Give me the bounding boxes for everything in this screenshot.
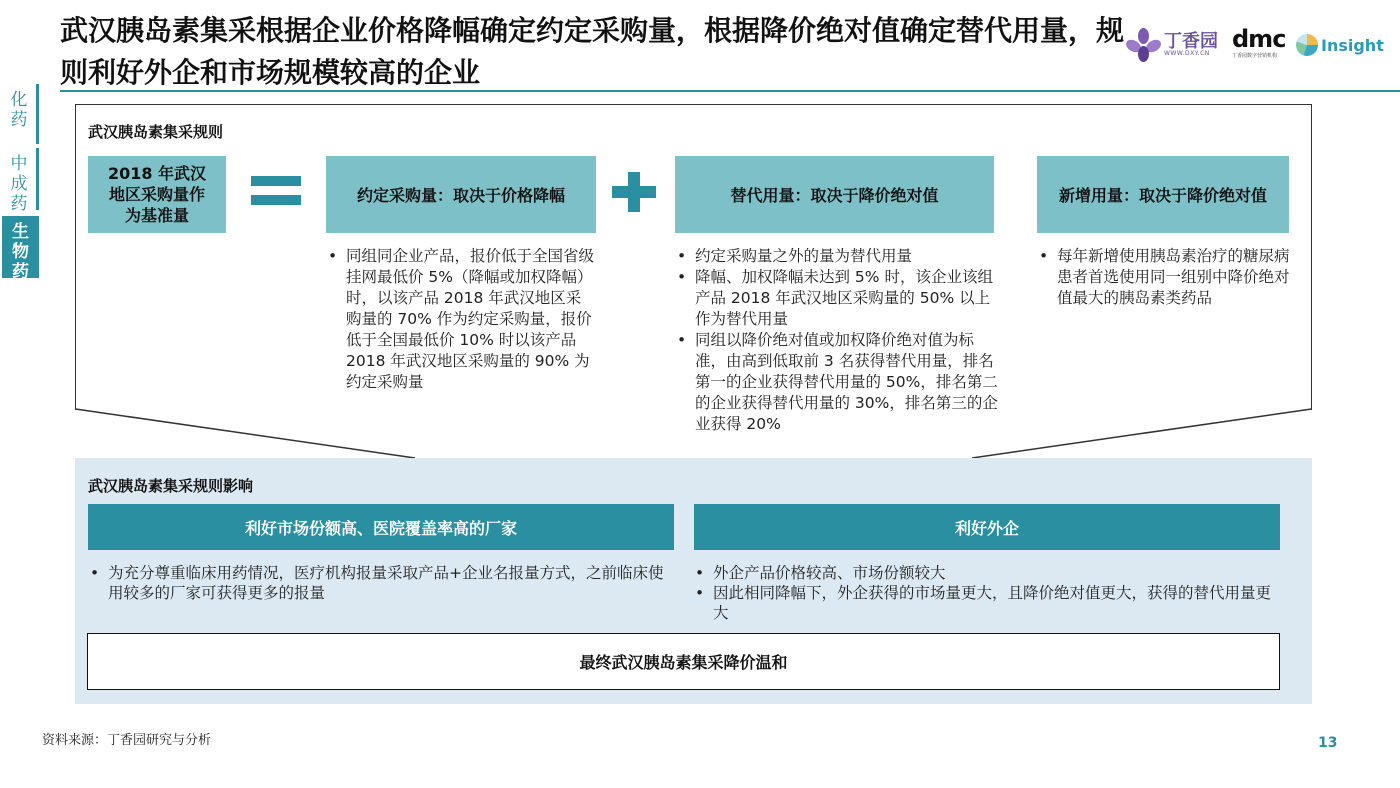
baseline-box: 2018 年武汉地区采购量作为基准量 bbox=[88, 156, 226, 233]
new-volume-bullets bbox=[1035, 246, 1291, 309]
rules-section-title: 武汉胰岛素集采规则 bbox=[88, 123, 224, 141]
tab-biologics-char: 物 bbox=[12, 242, 29, 262]
impact-foreign-bullets bbox=[691, 563, 1283, 623]
tab-biologics-char: 药 bbox=[12, 262, 29, 282]
substitute-volume-bullets bbox=[673, 246, 998, 435]
conclusion-box: 最终武汉胰岛素集采降价温和 bbox=[87, 633, 1280, 690]
insight-logo-text: Insight bbox=[1321, 35, 1384, 55]
tab-chinese-patent-medicine-char: 药 bbox=[10, 194, 28, 214]
list-item: • 因此相同降幅下，外企获得的市场量更大，且降价绝对值更大，获得的替代用量更大 bbox=[691, 583, 1283, 623]
tab-chinese-patent-medicine-char: 成 bbox=[10, 174, 28, 194]
page-number: 13 bbox=[1318, 735, 1338, 751]
impact-section-title: 武汉胰岛素集采规则影响 bbox=[88, 477, 254, 495]
dxy-logo-url: WWW.DXY.CN bbox=[1164, 50, 1210, 57]
impact-market-share-bullets bbox=[86, 563, 676, 603]
tab-chinese-patent-medicine-char: 中 bbox=[10, 154, 28, 174]
plus-icon bbox=[612, 172, 656, 212]
page-title: 武汉胰岛素集采根据企业价格降幅确定约定采购量，根据降价绝对值确定替代用量，规则利好外企和市场规模较高的企业 bbox=[60, 14, 1125, 89]
list-item: • 同组以降价绝对值或加权降价绝对值为标准，由高到低取前 3 名获得替代用量，排名第一的企业获得替代用量的 50%，排名第二的企业获得替代用量的 30%，排名第三的企业获得 20% bbox=[673, 330, 998, 435]
tab-chemical-drugs-char: 化 bbox=[10, 90, 28, 110]
equals-icon bbox=[251, 176, 301, 206]
dmc-logo-subtitle: 丁香园数字营销机构 bbox=[1232, 53, 1278, 59]
dxy-logo-text: 丁香园 bbox=[1164, 31, 1218, 52]
impact-foreign-bar: 利好外企 bbox=[694, 504, 1280, 550]
source-note: 资料来源：丁香园研究与分析 bbox=[42, 733, 212, 748]
list-item: • 为充分尊重临床用药情况，医疗机构报量采取产品+企业名报量方式，之前临床使用较多的厂家可获得更多的报量 bbox=[86, 563, 676, 603]
list-item: • 约定采购量之外的量为替代用量 bbox=[673, 246, 998, 267]
list-item: • 每年新增使用胰岛素治疗的糖尿病患者首选使用同一组别中降价绝对值最大的胰岛素类药品 bbox=[1035, 246, 1291, 309]
agreed-volume-bullets bbox=[324, 246, 596, 393]
tab-biologics-char: 生 bbox=[12, 222, 29, 242]
impact-market-share-bar: 利好市场份额高、医院覆盖率高的厂家 bbox=[88, 504, 674, 550]
list-item: • 外企产品价格较高、市场份额较大 bbox=[691, 563, 1283, 583]
list-item: • 降幅、加权降幅未达到 5% 时，该企业该组产品 2018 年武汉地区采购量的 50% 以上作为替代用量 bbox=[673, 267, 998, 330]
tab-chemical-drugs-char: 药 bbox=[10, 110, 28, 130]
dmc-logo-text: dmc bbox=[1232, 25, 1286, 53]
substitute-volume-box: 替代用量：取决于降价绝对值 bbox=[675, 156, 994, 233]
new-volume-box: 新增用量：取决于降价绝对值 bbox=[1037, 156, 1289, 233]
agreed-volume-box: 约定采购量：取决于价格降幅 bbox=[326, 156, 596, 233]
list-item: • 同组同企业产品，报价低于全国省级挂网最低价 5%（降幅或加权降幅）时，以该产品 2018 年武汉地区采购量的 70% 作为约定采购量，报价低于全国最低价 10% 时以该产品 2018 年武汉地区采购量的 90% 为约定采购量 bbox=[324, 246, 596, 393]
